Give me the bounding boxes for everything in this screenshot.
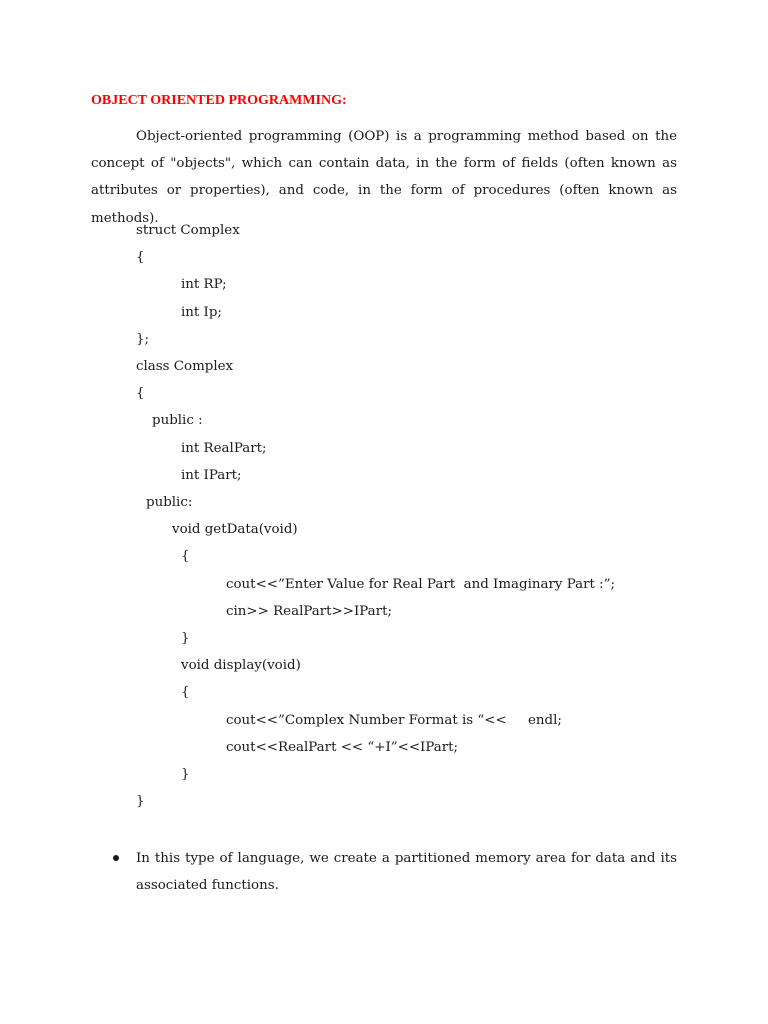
code-line: }: [136, 794, 145, 810]
code-line: void display(void): [181, 658, 301, 674]
intro-paragraph: Object-oriented programming (OOP) is a programming method based on the concept of "objects", which can contain data, in the form of fields (often known as attributes or properties), and code, in the form of procedures (often known as methods).: [91, 129, 677, 226]
code-line: }: [181, 767, 190, 782]
code-line: cout<<”Complex Number Format is “<< endl;: [226, 712, 562, 728]
code-line: int RealPart;: [181, 440, 267, 456]
code-line: {: [181, 685, 190, 701]
code-line: struct Complex: [136, 223, 240, 238]
code-line: class Complex: [136, 359, 234, 374]
code-line: {: [136, 250, 145, 266]
code-line: {: [136, 386, 145, 402]
code-line: cout<<RealPart << “+I”<<IPart;: [226, 739, 459, 755]
code-line: }: [181, 631, 190, 646]
section-heading: OBJECT ORIENTED PROGRAMMING:: [91, 93, 347, 108]
code-line: cout<<”Enter Value for Real Part and Imaginary Part :”;: [226, 576, 616, 592]
code-line: public:: [146, 495, 193, 510]
code-line: int RP;: [181, 277, 227, 293]
code-line: cin>> RealPart>>IPart;: [226, 603, 392, 619]
code-line: public :: [152, 413, 203, 429]
code-line: void getData(void): [172, 522, 298, 538]
bullet-text: In this type of language, we create a partitioned memory area for data and its associated functions.: [136, 851, 677, 894]
code-line: int Ip;: [181, 304, 222, 320]
code-line: {: [181, 549, 190, 565]
code-line: int IPart;: [181, 467, 242, 483]
bullet-icon: [113, 855, 119, 861]
code-line: };: [136, 331, 150, 347]
